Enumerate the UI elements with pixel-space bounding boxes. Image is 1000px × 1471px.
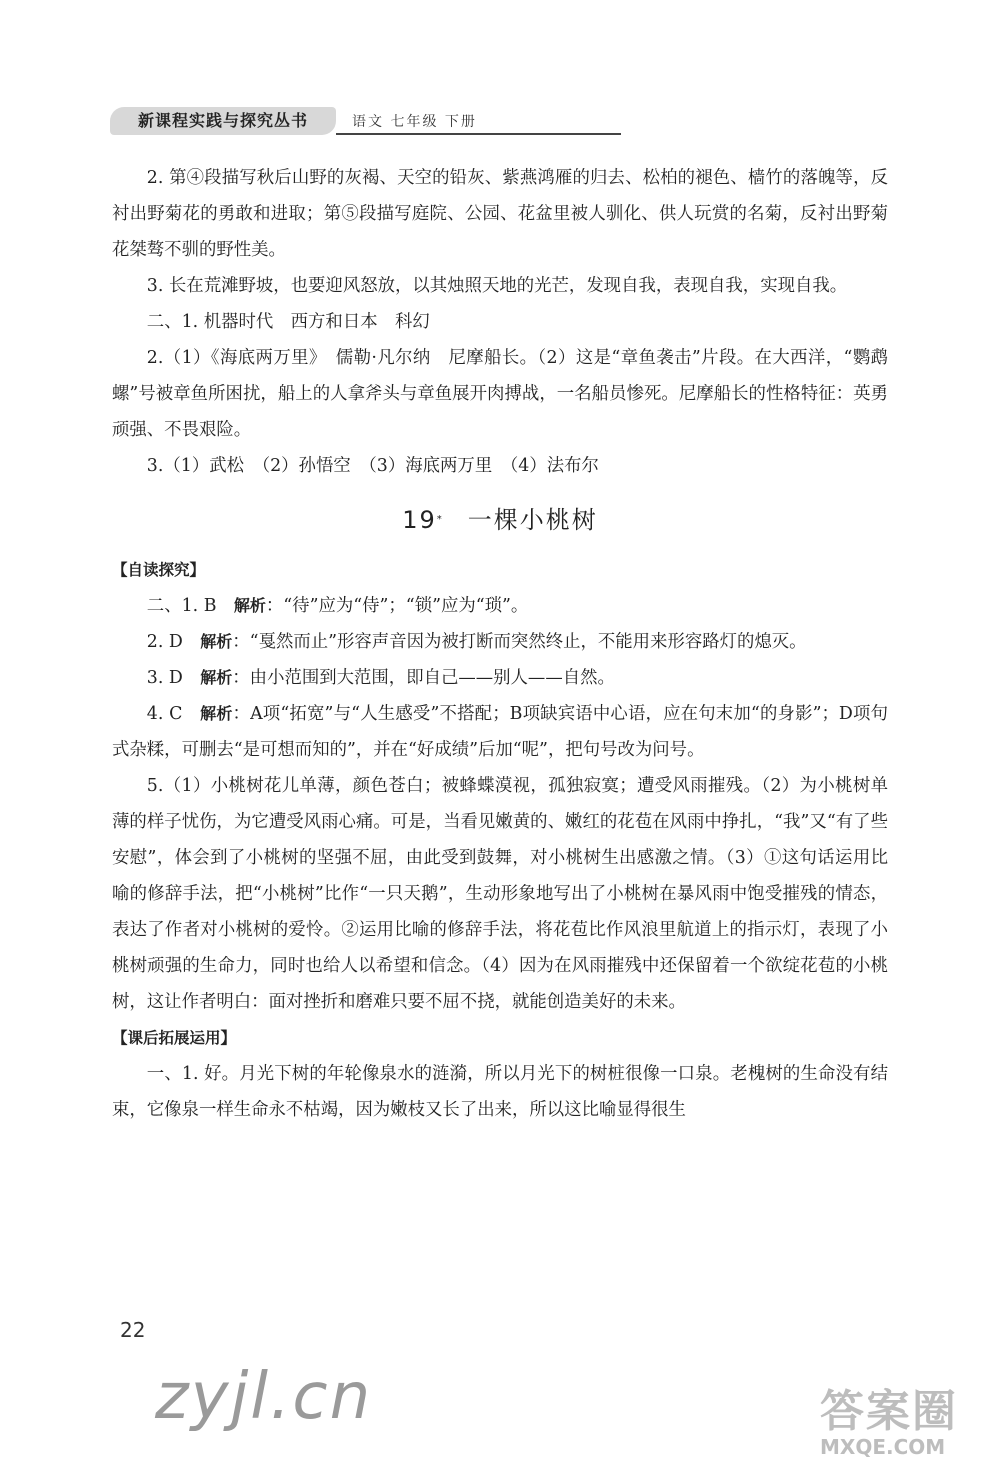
section-heading: 【自读探究】: [112, 561, 206, 579]
answer-paragraph: 3. 长在荒滩野坡，也要迎风怒放，以其烛照天地的光芒，发现自我，表现自我，实现自我。: [146, 276, 848, 296]
watermark-logo: 答案圈: [820, 1386, 958, 1437]
answer-item: 2. D 解析：“戛然而止”形容声音因为被打断而突然终止，不能用来形容路灯的熄灭。: [146, 632, 807, 652]
running-header: [110, 107, 510, 137]
page-number: 22: [120, 1318, 146, 1342]
section-heading: 【课后拓展运用】: [112, 1029, 237, 1047]
page-content: [112, 160, 888, 1128]
answer-paragraph: 一、1. 好。月光下树的年轮像泉水的涟漪，所以月光下的树桩很像一口泉。老槐树的生命没有结束，它像泉一样生命永不枯竭，因为嫩枝又长了出来，所以这比喻显得很生: [112, 1064, 888, 1120]
answer-paragraph: 2.（1）《海底两万里》 儒勒·凡尔纳 尼摩船长。（2）这是“章鱼袭击”片段。在大西洋，“鹦鹉螺”号被章鱼所困扰，船上的人拿斧头与章鱼展开肉搏战，一名船员惨死。尼摩船长的性格特征：英勇顽强、不畏艰险。: [112, 348, 888, 440]
answer-item: 5.（1）小桃树花儿单薄，颜色苍白；被蜂蝶漠视，孤独寂寞；遭受风雨摧残。（2）为小桃树单薄的样子忧伤，为它遭受风雨心痛。可是，当看见嫩黄的、嫩红的花苞在风雨中挣扎，“我”又“有了些安慰”，体会到了小桃树的坚强不屈，由此受到鼓舞，对小桃树生出感激之情。（3）①这句话运用比喻的修辞手法，把“小桃树”比作“一只天鹅”，生动形象地写出了小桃树在暴风雨中饱受摧残的情态，表达了作者对小桃树的爱怜。②运用比喻的修辞手法，将花苞比作风浪里航道上的指示灯，表现了小桃树顽强的生命力，同时也给人以希望和信念。（4）因为在风雨摧残中还保留着一个欲绽花苞的小桃树，这让作者明白：面对挫折和磨难只要不屈不挠，就能创造美好的未来。: [112, 776, 888, 1012]
answer-paragraph: 3.（1）武松 （2）孙悟空 （3）海底两万里 （4）法布尔: [146, 456, 599, 476]
lesson-mark: *: [436, 514, 444, 525]
answer-paragraph: 二、1. 机器时代 西方和日本 科幻: [146, 312, 430, 332]
answer-paragraph: 2. 第④段描写秋后山野的灰褐、天空的铅灰、紫燕鸿雁的归去、松柏的褪色、樯竹的落魄等，反衬出野菊花的勇敢和进取；第⑤段描写庭院、公园、花盆里被人驯化、供人玩赏的名菊，反衬出野菊花桀骜不驯的野性美。: [112, 168, 888, 260]
answer-item: 二、1. B 解析：“待”应为“侍”；“锁”应为“琐”。: [146, 596, 529, 616]
answer-item: 3. D 解析：由小范围到大范围，即自己——别人——自然。: [146, 668, 615, 688]
watermark-zyjl: zyjl.cn: [155, 1360, 373, 1434]
lesson-number: 19: [402, 506, 437, 534]
book-series-title: 新课程实践与探究丛书: [110, 107, 336, 135]
answer-item: 4. C 解析：A项“拓宽”与“人生感受”不搭配；B项缺宾语中心语，应在句末加“的身影”；D项句式杂糅，可删去“是可想而知的”，并在“好成绩”后加“呢”，把句号改为问号。: [112, 704, 888, 760]
subject-label: 语文 七年级 下册: [352, 114, 477, 130]
lesson-name: 一棵小桃树: [467, 506, 598, 534]
lesson-title: [112, 498, 888, 542]
watermark-site: MXQE.COM: [820, 1435, 946, 1459]
header-rule: [336, 133, 621, 135]
watermark-mxqe: [820, 1375, 970, 1459]
